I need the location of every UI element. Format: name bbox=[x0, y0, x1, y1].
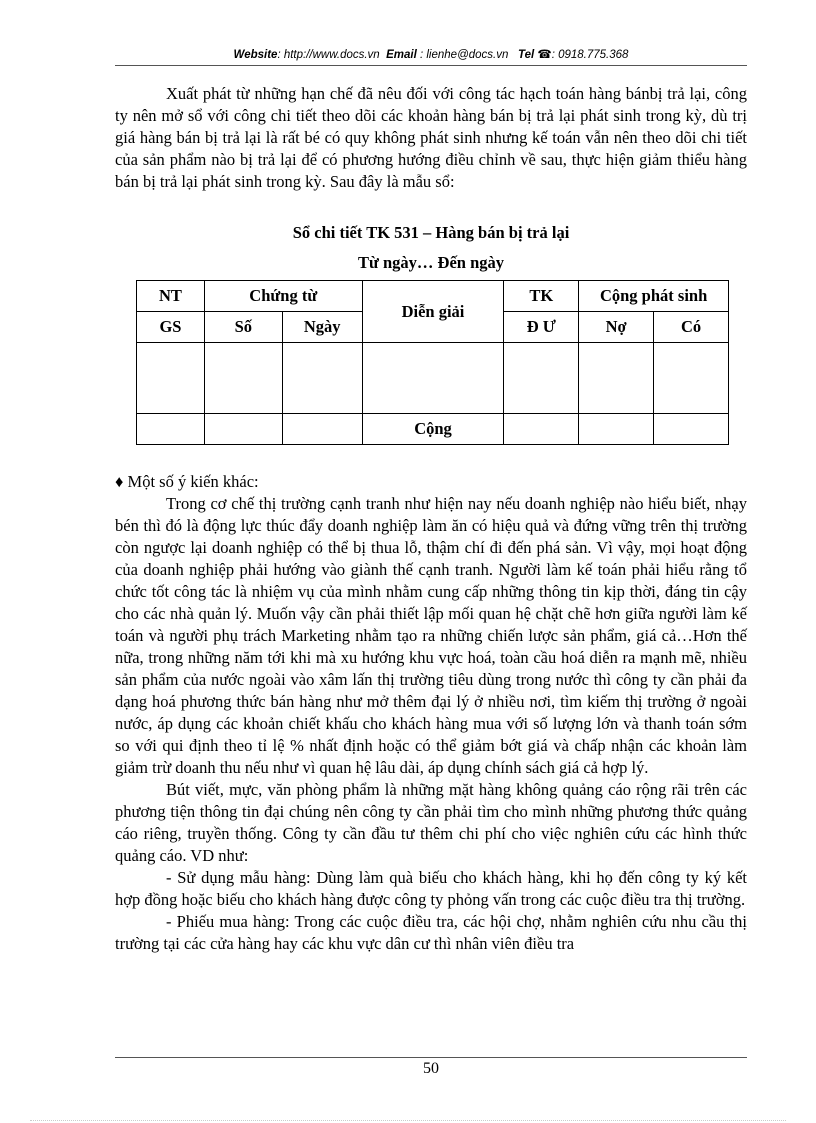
intro-paragraph: Xuất phát từ những hạn chế đã nêu đối với công tác hạch toán hàng bánbị trả lại, công ty nên mở sổ với công chi tiết theo dõi các khoản hàng bán bị trả lại phát sinh trong kỳ, dù trị giá hàng bán bị trả lại là rất bé có quy không phát sinh nhưng kế toán vẫn nên theo dõi chi tiết của sản phẩm nào bị trả lại để có phương hướng điều chỉnh về sau, thực hiện giảm thiểu hàng bán bị trả lại phát sinh trong kỳ. Sau đây là mẫu sổ: bbox=[115, 84, 747, 191]
vouchers-paragraph: - Phiếu mua hàng: Trong các cuộc điều tra, các hội chợ, nhằm nghiên cứu nhu cầu thị trường tại các cửa hàng hay các khu vực dân cư thì nhân viên điều tra bbox=[115, 912, 747, 953]
tel-value: : 0918.775.368 bbox=[551, 49, 629, 61]
table-cell bbox=[204, 343, 282, 414]
total-row-label: Cộng bbox=[362, 414, 504, 445]
header-debit: Nợ bbox=[579, 312, 654, 343]
header-ntgs-bottom: GS bbox=[137, 312, 205, 343]
table-cell bbox=[282, 414, 362, 445]
advertising-paragraph: Bút viết, mực, văn phòng phẩm là những mặt hàng không quảng cáo rộng rãi trên các phương tiện thông tin đại chúng nên công ty cần phải tìm cho mình những phương thức quảng cáo riêng, truyền thống. Công ty cần đầu tư thêm chi phí cho việc nghiên cứu các hình thức quảng cáo. VD như: bbox=[115, 780, 747, 865]
table-cell bbox=[579, 343, 654, 414]
page-header bbox=[115, 47, 747, 61]
other-opinions-heading: ♦ Một số ý kiến khác: bbox=[115, 472, 259, 491]
table-cell bbox=[504, 414, 579, 445]
table-cell bbox=[654, 414, 729, 445]
header-voucher-date: Ngày bbox=[282, 312, 362, 343]
table-cell bbox=[282, 343, 362, 414]
table-cell bbox=[137, 343, 205, 414]
website-label: Website bbox=[233, 49, 278, 61]
header-voucher-no: Số bbox=[204, 312, 282, 343]
table-row bbox=[137, 343, 729, 414]
table-cell bbox=[654, 343, 729, 414]
table-cell bbox=[204, 414, 282, 445]
page-edge bbox=[30, 1120, 786, 1121]
header-credit: Có bbox=[654, 312, 729, 343]
header-voucher: Chứng từ bbox=[204, 281, 362, 312]
email-value[interactable]: : lienhe@docs.vn bbox=[419, 49, 509, 61]
tel-label: Tel bbox=[517, 49, 535, 61]
table-total-row bbox=[137, 414, 729, 445]
ledger-subtitle: Từ ngày… Đến ngày bbox=[357, 253, 505, 272]
competition-paragraph: Trong cơ chế thị trường cạnh tranh như hiện nay nếu doanh nghiệp nào hiểu biết, nhạy bén thì đó là động lực thúc đẩy doanh nghiệp làm ăn có hiệu quả và đứng vững trên thị trường còn ngược lại doanh nghiệp có thể bị thua lỗ, thậm chí đi đến phá sản. Vì vậy, mọi hoạt động của doanh nghiệp phải hướng vào giành thế cạnh tranh. Người làm kế toán phải hiểu rằng tổ chức tốt công tác là nhiệm vụ của mình nhằm cung cấp những thông tin kịp thời, đáng tin cậy cho các nhà quản lý. Muốn vậy cần phải thiết lập mối quan hệ chặt chẽ hơn giữa người làm kế toán và người phụ trách Marketing nhằm tạo ra những chiến lược sản phẩm, giá cả…Hơn thế nữa, trong những năm tới khi mà xu hướng khu vực hoá, toàn cầu hoá diễn ra mạnh mẽ, nhiều sản phẩm của nước ngoài vào xâm lấn thị trường tiêu dùng trong nước thì công ty cần phải đa dạng hoá phương thức bán hàng như mở thêm đại lý ở nhiều nơi, tìm kiếm thị trường ở ngoài nước, áp dụng các khoản chiết khấu cho khách hàng mua với số lượng lớn và thanh toán sớm so với qui định theo tỉ lệ % nhất định hoặc có thể giảm bớt giá và chấp nhận các khoản làm giảm trừ doanh thu nếu như vì quan hệ lâu dài, áp dụng chính sách giá cả hợp lý. bbox=[115, 494, 747, 777]
ledger-table bbox=[136, 280, 729, 445]
footer-divider bbox=[115, 1057, 747, 1058]
header-ntgs-top: NT bbox=[137, 281, 205, 312]
header-total: Cộng phát sinh bbox=[579, 281, 729, 312]
ledger-title: Sổ chi tiết TK 531 – Hàng bán bị trả lại bbox=[292, 223, 570, 242]
table-cell bbox=[362, 343, 504, 414]
table-header-row bbox=[137, 281, 729, 312]
header-account-bottom: Đ Ư bbox=[504, 312, 579, 343]
page-body bbox=[115, 83, 747, 955]
phone-icon: ☎ bbox=[537, 49, 552, 61]
samples-paragraph: - Sử dụng mẫu hàng: Dùng làm quà biếu cho khách hàng, khi họ đến công ty ký kết hợp đồng hoặc biếu cho khách hàng được công ty phỏng vấn trong các cuộc điều tra thị trường. bbox=[115, 868, 747, 909]
header-account-top: TK bbox=[504, 281, 579, 312]
page-number: 50 bbox=[423, 1060, 439, 1077]
table-cell bbox=[579, 414, 654, 445]
table-cell bbox=[504, 343, 579, 414]
header-divider bbox=[115, 65, 747, 66]
website-value[interactable]: : http://www.docs.vn bbox=[277, 49, 380, 61]
header-description: Diễn giải bbox=[362, 281, 504, 343]
table-cell bbox=[137, 414, 205, 445]
email-label: Email bbox=[386, 49, 417, 61]
